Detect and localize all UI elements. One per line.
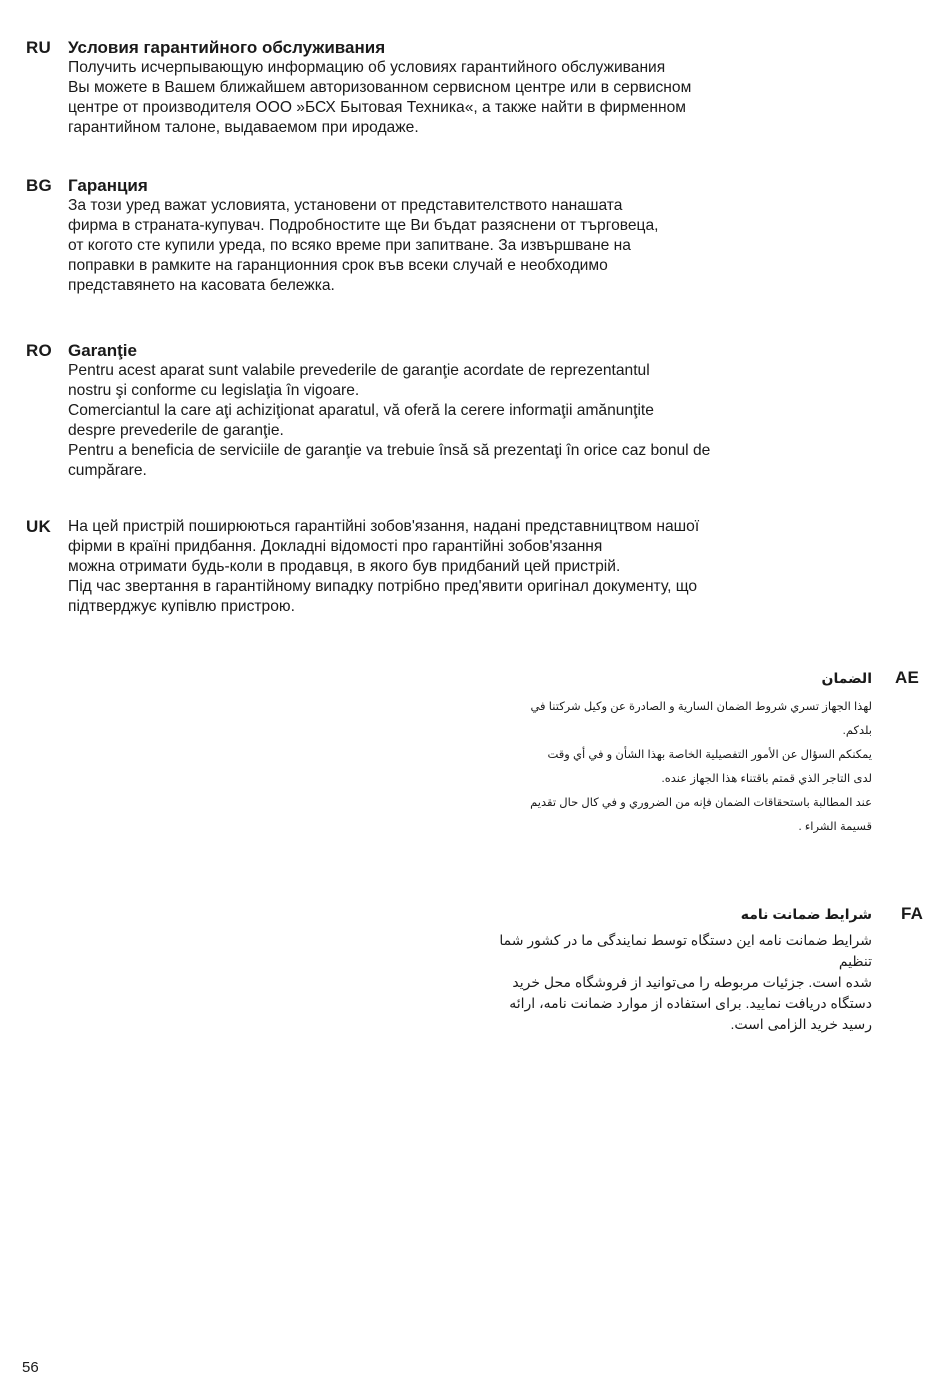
section-title-ro: Garanţie bbox=[68, 341, 137, 360]
section-ae bbox=[512, 665, 872, 839]
section-uk bbox=[68, 517, 828, 617]
text-line: لهذا الجهاز تسري شروط الضمان السارية و الصادرة عن وكيل شركتنا في bbox=[530, 701, 872, 713]
section-title-bg: Гаранция bbox=[68, 176, 148, 195]
text-line: Pentru acest aparat sunt valabile prevederile de garanţie acordate de reprezentantul bbox=[68, 362, 650, 379]
language-code-ru: RU bbox=[26, 38, 51, 57]
section-ro bbox=[68, 341, 828, 481]
section-title-fa: شرایط ضمانت نامه bbox=[740, 906, 872, 922]
section-ru bbox=[68, 38, 828, 138]
text-line: رسید خرید الزامی است. bbox=[730, 1016, 872, 1032]
section-fa bbox=[472, 902, 872, 1035]
page-number: 56 bbox=[22, 1359, 39, 1376]
text-line: لدى التاجر الذي قمتم باقتناء هذا الجهاز عنده. bbox=[661, 773, 872, 785]
text-line: دستگاه دریافت نمایید. برای استفاده از موارد ضمانت نامه، ارائه bbox=[509, 995, 872, 1011]
text-line: عند المطالبة باستحقاقات الضمان فإنه من الضروري و في كال حال تقديم bbox=[530, 797, 872, 809]
section-title-ru: Условия гарантийного обслуживания bbox=[68, 38, 386, 57]
text-line: بلدكم. bbox=[842, 725, 872, 737]
text-line: підтверджує купівлю пристрою. bbox=[68, 598, 295, 615]
text-line: despre prevederile de garanţie. bbox=[68, 422, 284, 439]
text-line: Вы можете в Вашем ближайшем авторизованном сервисном центре или в сервисном bbox=[68, 79, 692, 96]
text-line: يمكنكم السؤال عن الأمور التفصيلية الخاصة بهذا الشأن و في أي وقت bbox=[547, 749, 872, 761]
text-line: фирма в страната-купувач. Подробностите ще Ви бъдат разяснени от търговеца, bbox=[68, 217, 659, 234]
text-line: شده است. جزئیات مربوطه را می‌توانید از فروشگاه محل خرید bbox=[512, 974, 872, 990]
text-line: Pentru a beneficia de serviciile de garanţie va trebuie însă să prezentaţi în orice caz bonul de bbox=[68, 442, 711, 459]
text-line: от когото сте купили уреда, по всяко време при запитване. За извършване на bbox=[68, 237, 631, 254]
text-line: cumpărare. bbox=[68, 462, 147, 479]
language-code-ro: RO bbox=[26, 341, 52, 360]
text-line: Під час звертання в гарантійному випадку потрібно пред'явити оригінал документу, що bbox=[68, 578, 698, 595]
section-title-ae: الضمان bbox=[821, 670, 872, 686]
language-code-ae: AE bbox=[895, 668, 920, 687]
text-line: За този уред важат условията, установени от представителството нанашата bbox=[68, 197, 623, 214]
language-code-uk: UK bbox=[26, 517, 51, 536]
text-line: Получить исчерпывающую информацию об условиях гарантийного обслуживания bbox=[68, 59, 666, 76]
text-line: представянето на касовата бележка. bbox=[68, 277, 335, 294]
text-line: центре от производителя ООО »БСХ Бытовая Техника«, а также найти в фирменном bbox=[68, 99, 686, 116]
text-line: поправки в рамките на гаранционния срок във всеки случай е необходимо bbox=[68, 257, 608, 274]
language-code-bg: BG bbox=[26, 176, 52, 195]
text-line: можна отримати будь-коли в продавця, в якого був придбаний цей пристрій. bbox=[68, 558, 621, 575]
text-line: nostru şi conforme cu legislaţia în vigoare. bbox=[68, 382, 360, 399]
text-line: شرایط ضمانت نامه این دستگاه توسط نمایندگی ما در کشور شما تنظیم bbox=[499, 932, 872, 969]
text-line: фірми в країні придбання. Докладні відомості про гарантійні зобов'язання bbox=[68, 538, 603, 555]
section-bg bbox=[68, 176, 828, 296]
language-code-fa: FA bbox=[901, 904, 924, 923]
text-line: Comerciantul la care aţi achiziţionat aparatul, vă oferă la cerere informaţii amănunţite bbox=[68, 402, 654, 419]
text-line: гарантийном талоне, выдаваемом при иродаже. bbox=[68, 119, 419, 136]
text-line: قسيمة الشراء . bbox=[798, 821, 872, 833]
text-line: На цей пристрій поширюються гарантійні зобов'язання, надані представництвом нашої bbox=[68, 518, 700, 535]
